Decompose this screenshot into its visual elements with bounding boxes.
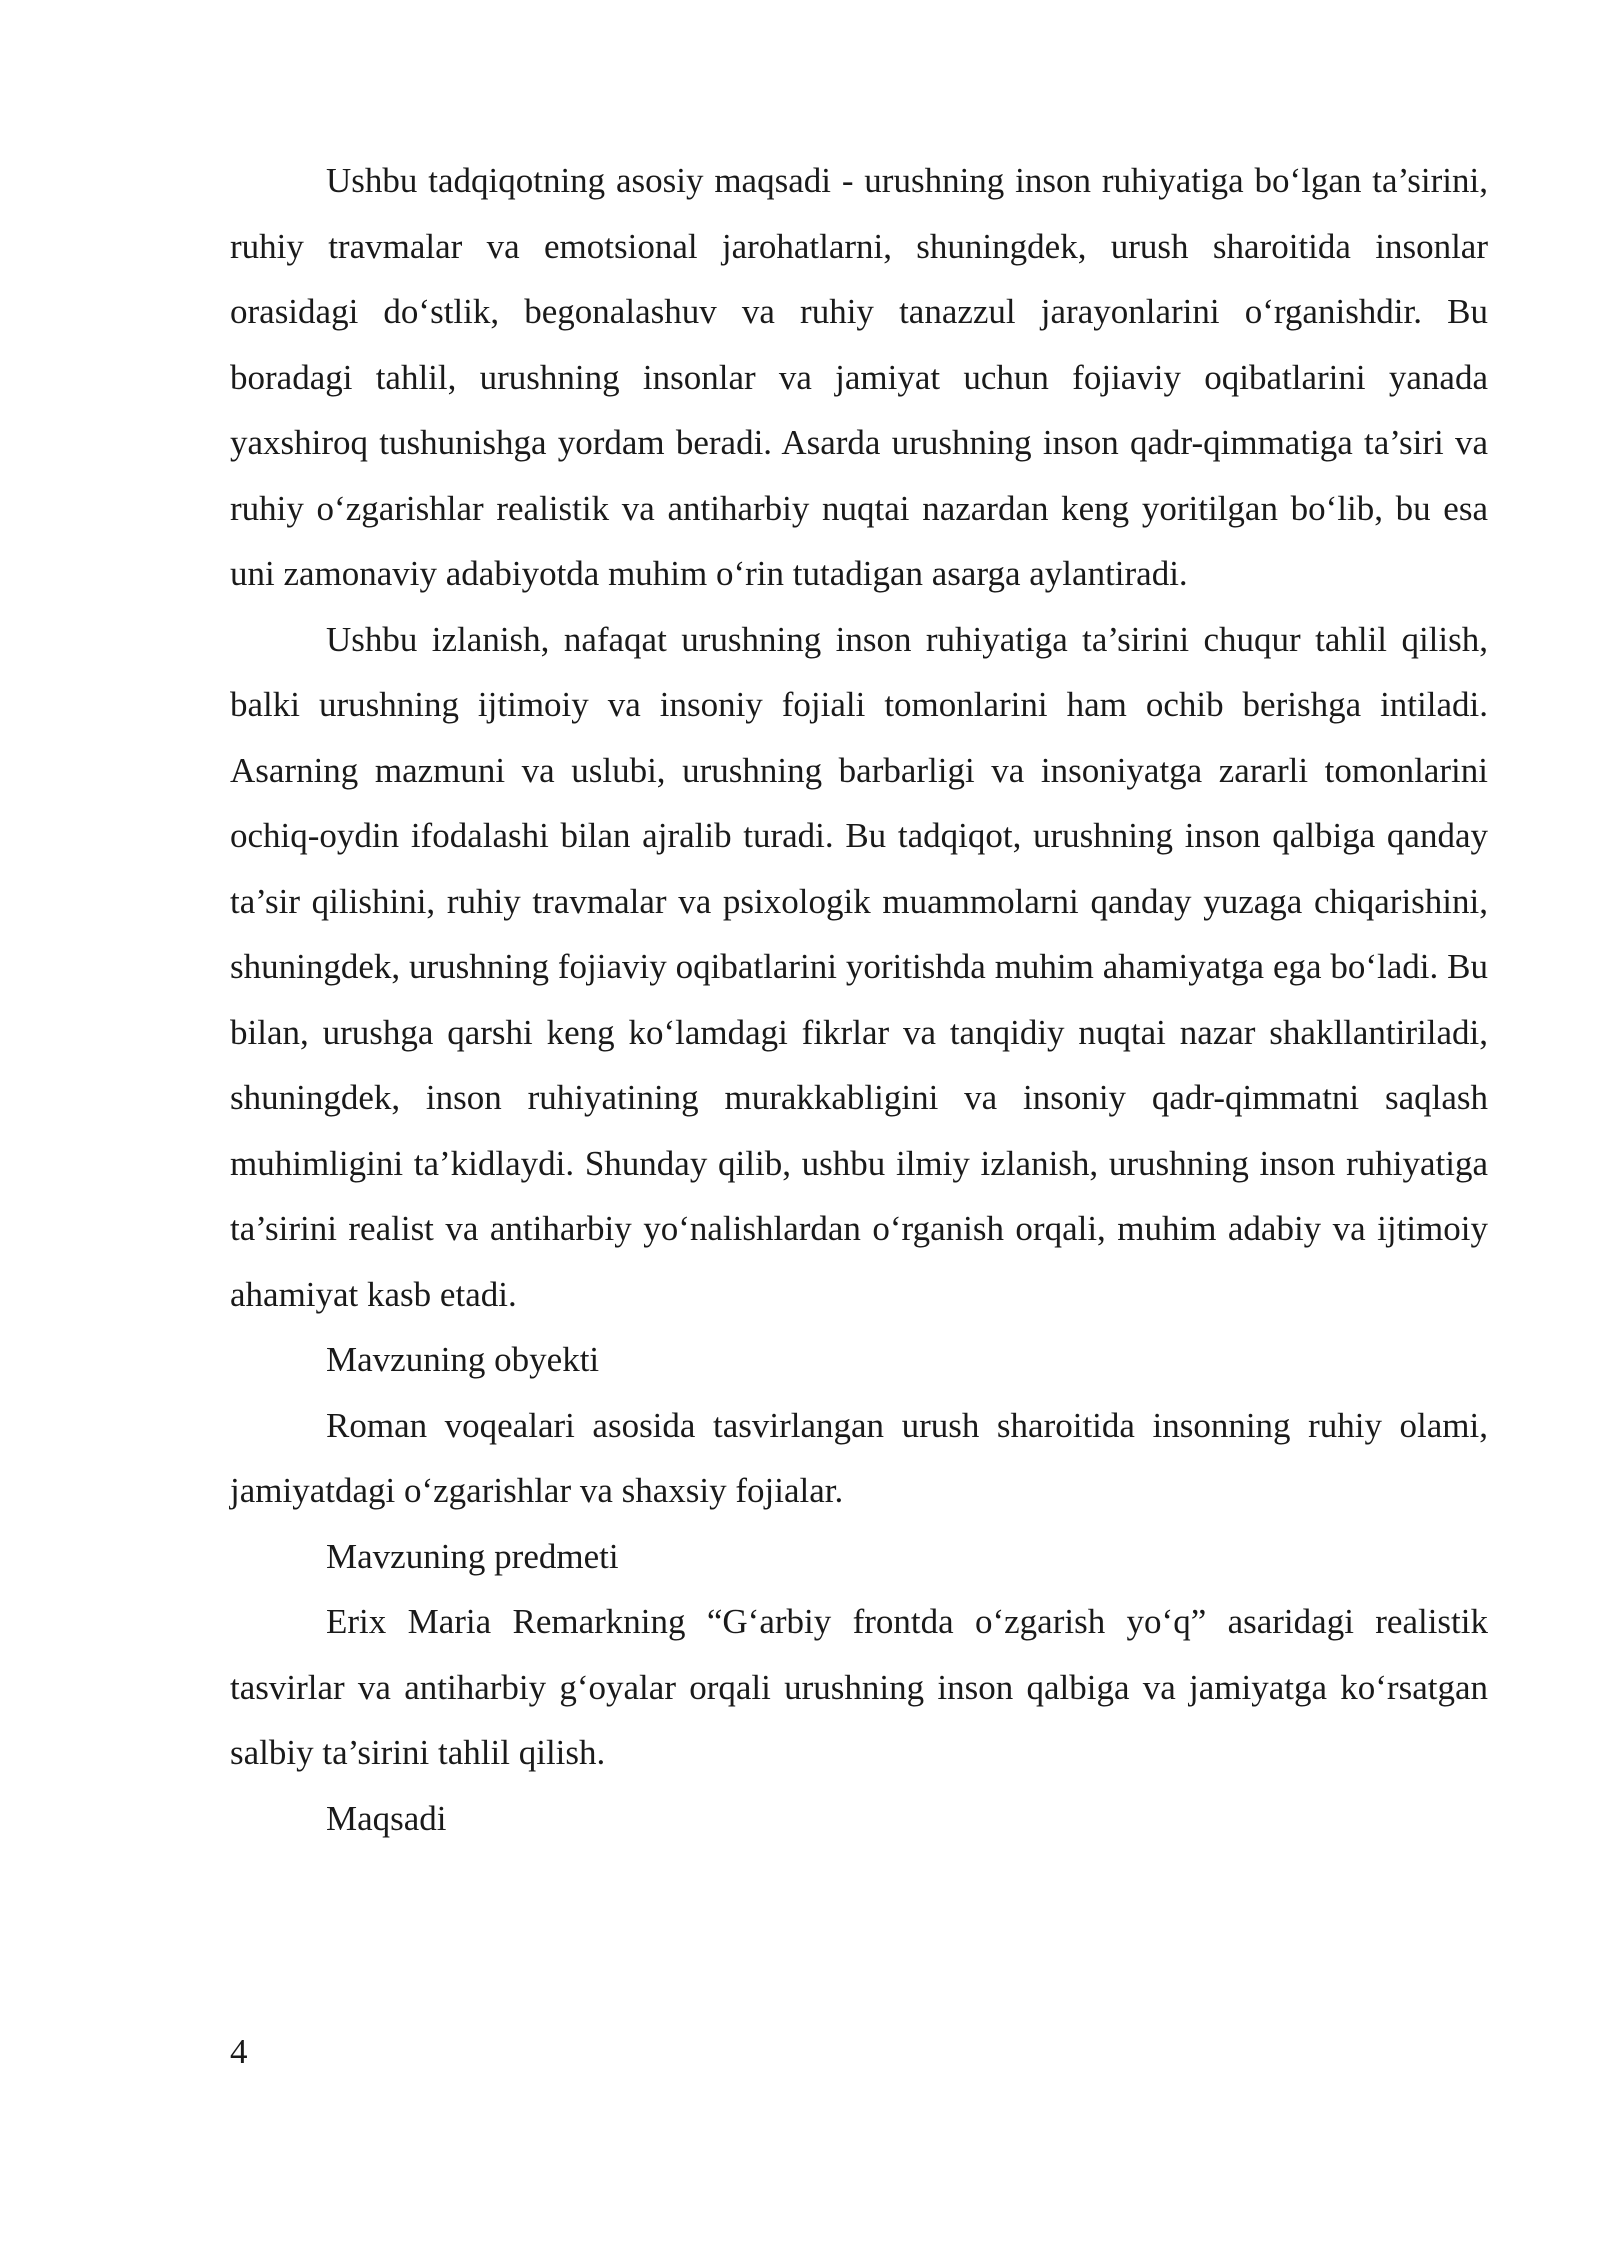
paragraph-research-significance: Ushbu izlanish, nafaqat urushning inson ruhiyatiga ta’sirini chuqur tahlil qilish, balki urushning ijtimoiy va insoniy fojiali tomonlarini ham ochib berishga intiladi. Asarning mazmuni va uslubi, urushning barbarligi va insoniyatga zararli tomonlarini ochiq-oydin ifodalashi bilan ajralib turadi. Bu tadqiqot, urushning inson qalbiga qanday ta’sir qilishini, ruhiy travmalar va psixologik muammolarni qanday yuzaga chiqarishini, shuningdek, urushning fojiaviy oqibatlarini yoritishda muhim ahamiyatga ega bo‘ladi. Bu bilan, urushga qarshi keng ko‘lamdagi fikrlar va tanqidiy nuqtai nazar shakllantiriladi, shuningdek, inson ruhiyatining murakkabligini va insoniy qadr-qimmatni saqlash muhimligini ta’kidlaydi. Shunday qilib, ushbu ilmiy izlanish, urushning inson ruhiyatiga ta’sirini realist va antiharbiy yo‘nalishlardan o‘rganish orqali, muhim adabiy va ijtimoiy ahamiyat kasb etadi. [230,619,1488,1314]
object-heading: Mavzuning obyekti [326,1340,600,1379]
subject-heading: Mavzuning predmeti [326,1536,619,1576]
paragraph-research-goal: Ushbu tadqiqotning asosiy maqsadi - urushning inson ruhiyatiga bo‘lgan ta’sirini, ruhiy travmalar va emotsional jarohatlarni, shuningdek, urush sharoitida insonlar orasidagi do‘stlik, begonalashuv va ruhiy tanazzul jarayonlarini o‘rganishdir. Bu boradagi tahlil, urushning insonlar va jamiyat uchun fojiaviy oqibatlarini yanada yaxshiroq tushunishga yordam beradi. Asarda urushning inson qadr-qimmatiga ta’siri va ruhiy o‘zgarishlar realistik va antiharbiy nuqtai nazardan keng yoritilgan bo‘lib, bu esa uni zamonaviy adabiyotda muhim o‘rin tutadigan asarga aylantiradi. [230,161,1488,593]
subject-text: Erix Maria Remarkning “G‘arbiy frontda o‘zgarish yo‘q” asaridagi realistik tasvirlar va antiharbiy g‘oyalar orqali urushning inson qalbiga va jamiyatga ko‘rsatgan salbiy ta’sirini tahlil qilish. [230,1602,1488,1772]
body-text [230,148,1488,1851]
object-text: Roman voqealari asosida tasvirlangan urush sharoitida insonning ruhiy olami, jamiyatdagi o‘zgarishlar va shaxsiy fojialar. [230,1405,1488,1510]
purpose-heading: Maqsadi [326,1798,447,1838]
page-number: 4 [230,2032,248,2071]
